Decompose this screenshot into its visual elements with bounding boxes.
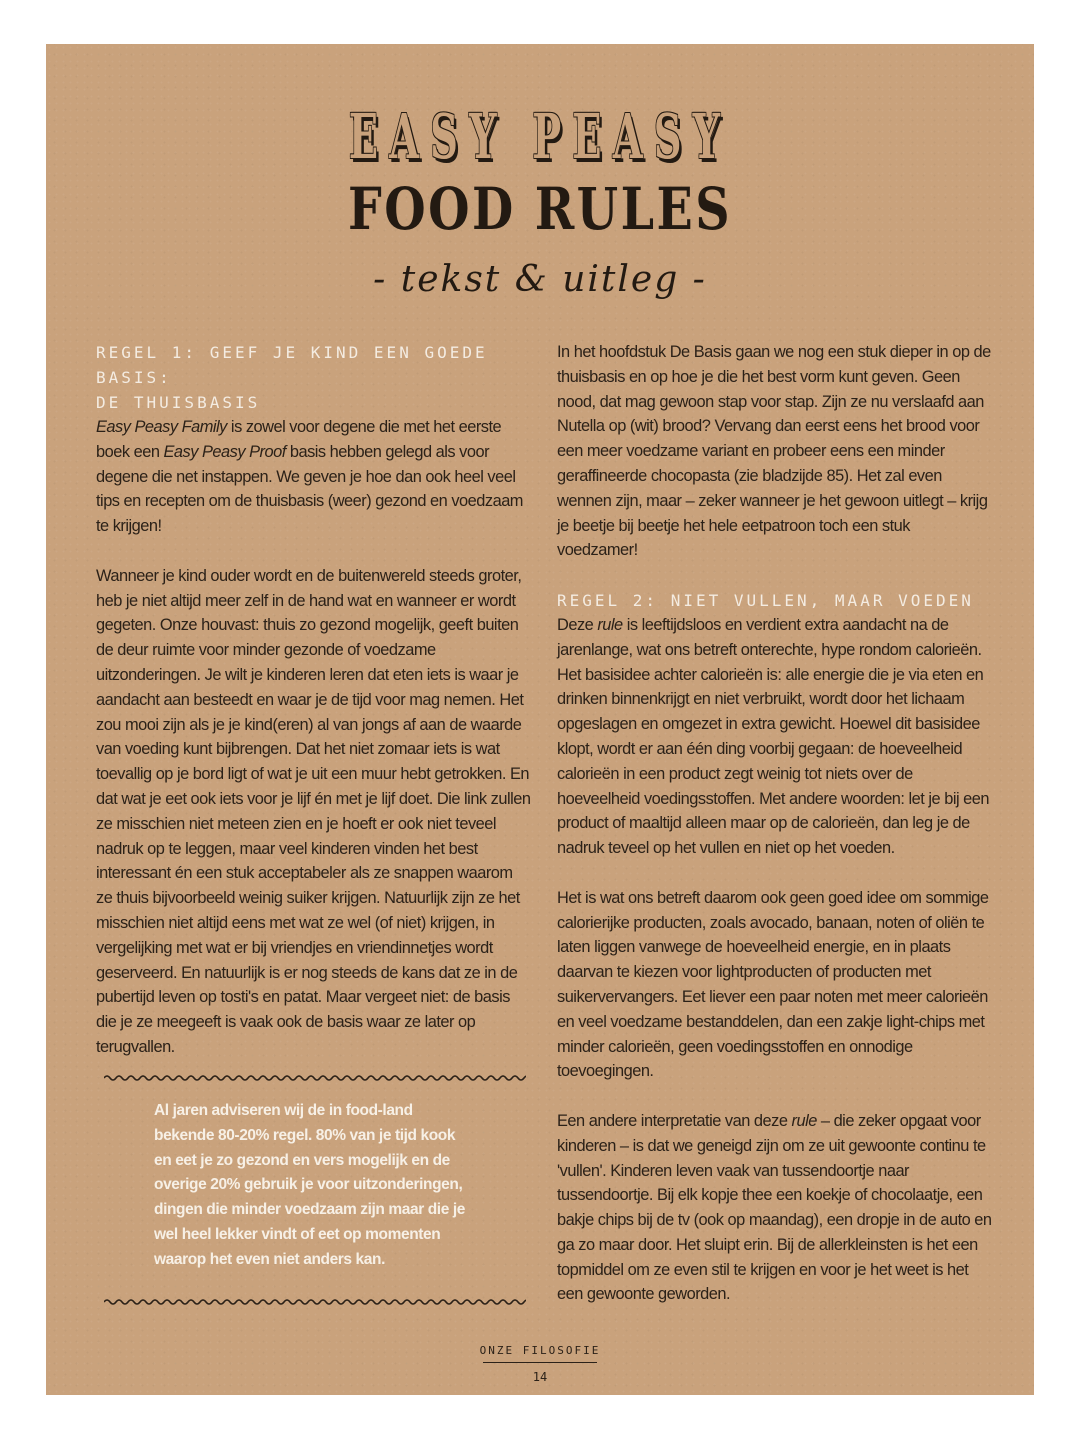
paragraph-growing-up: Wanneer je kind ouder wordt en de buitenwereld steeds groter, heb je niet altijd meer zelf in de hand wat en wanneer er wordt gegeten. Onze houvast: thuis zo gezond mogelijk, geeft buiten de deur ruimte voor minder gezonde of voedzame uitzonderingen. Je wilt je kinderen leren dat eten iets is waar je aandacht aan besteedt en waar je de tijd voor mag nemen. Het zou mooi zijn als je je kind(eren) al van jongs af aan de waarde van voeding kunt bijbrengen. Dat het niet zomaar iets is wat toevallig op je bord ligt of wat je uit een muur hebt getrokken. En dat wat je eet ook iets voor je lijf én met je lijf doet. Die link zullen ze misschien niet meteen zien en je hoeft er ook niet teveel nadruk op te leggen, maar veel kinderen vinden het best interessant én een stuk acceptabeler als ze snappen waarom ze thuis bijvoorbeeld weinig suiker krijgen. Natuurlijk zijn ze het misschien niet altijd eens met wat ze wel (of niet) krijgen, in vergelijking met wat er bij vriendjes en vriendinnetjes wordt geserveerd. En natuurlijk is er nog steeds de kans dat ze in de pubertijd leven op tosti's en patat. Maar vergeet niet: de basis die je ze meegeeft is vaak ook de basis waar ze later op terugvallen. — [96, 566, 531, 1056]
paragraph-calories — [557, 613, 993, 861]
paragraph-filling-text1: Een andere interpretatie van deze — [557, 1111, 792, 1130]
paragraph-filling-habit — [557, 1109, 993, 1307]
rule1-heading-line1: REGEL 1: GEEF JE KIND EEN GOEDE BASIS: — [96, 343, 488, 387]
title-food-rules: FOOD RULES — [347, 175, 733, 243]
paragraph-calories-text1: Deze — [557, 615, 598, 634]
rule2-heading: REGEL 2: NIET VULLEN, MAAR VOEDEN — [557, 590, 974, 610]
left-column — [96, 340, 532, 1085]
right-column — [557, 340, 993, 1332]
wave-divider-bottom — [104, 1296, 526, 1308]
subtitle-handwritten: - tekst & uitleg - — [373, 259, 707, 300]
footer-section-label: ONZE FILOSOFIE — [479, 1344, 601, 1357]
quote-80-20-rule: Al jaren adviseren wij de in food-land bekende 80-20% regel. 80% van je tijd kook en eet je zo gezond en vers mogelijk en de overige 20% gebruik je voor uitzonderingen, dingen die minder voedzaam zijn maar die je wel heel lekker vindt of eet op momenten waarop het even niet anders kan. — [154, 1102, 465, 1268]
paragraph-intro-text1: is zowel voor degene die met het eerste boek een — [96, 418, 502, 461]
title-easy-peasy: EASY PEASY — [348, 100, 732, 173]
page — [46, 44, 1034, 1395]
footer-rule — [483, 1362, 597, 1363]
paragraph-intro-text2: basis hebben gelegd als voor degene die net instappen. We geven je hoe dan ook heel veel tips en recepten om de thuisbasis (weer) gezond en voedzaam te krijgen! — [96, 442, 523, 536]
paragraph-calories-text2: is leeftijdsloos en verdient extra aandacht na de jarenlange, wat ons betreft onterechte, hype rondom calorieën. Het basisidee achter calorieën is: alle energie die je via eten en drinken binnenkrijgt en niet verbruikt, wordt door het lichaam opgeslagen en omgezet in extra gewicht. Hoewel dit basisidee klopt, wordt er aan één ding voorbij gegaan: de hoeveelheid calorieën in een product zegt weinig tot niets over de hoeveelheid voedingsstoffen. Met andere woorden: let je bij een product of maaltijd alleen maar op de calorieën, dan leg je de nadruk teveel op het vullen en niet op het voeden. — [557, 615, 990, 858]
rule1-heading-line2: DE THUISBASIS — [96, 393, 261, 412]
book-title-family: Easy Peasy Family — [96, 418, 227, 436]
wave-divider-top — [104, 1072, 526, 1084]
book-title-proof: Easy Peasy Proof — [163, 442, 286, 461]
rule-word: rule — [597, 615, 623, 634]
rule-word-2: rule — [791, 1111, 817, 1130]
paragraph-intro — [96, 415, 532, 539]
paragraph-light-products: Het is wat ons betreft daarom ook geen goed idee om sommige calorierijke producten, zoals avocado, banaan, noten of oliën te laten liggen vanwege de hoeveelheid energie, en in plaats daarvan te kiezen voor lightproducten of producten met suikervervangers. Eet liever een paar noten met meer calorieën en veel voedzame bestanddelen, dan een zakje light-chips met minder calorieën, geen voedingsstoffen en onnodige toevoegingen. — [557, 888, 989, 1081]
paragraph-basis-chapter: In het hoofdstuk De Basis gaan we nog een stuk dieper in op de thuisbasis en op hoe je die het best vorm kunt geven. Geen nood, dat mag gewoon stap voor stap. Zijn ze nu verslaafd aan Nutella op (wit) brood? Vervang dan eerst eens het brood voor een meer voedzame variant en probeer eens een minder geraffineerde chocopasta (zie bladzijde 85). Het zal even wennen zijn, maar – zeker wanneer je het gewoon uitlegt – krijg je beetje bij beetje het hele eetpatroon toch een stuk voedzamer! — [557, 343, 991, 560]
page-number: 14 — [532, 1370, 548, 1384]
paragraph-filling-text2: – die zeker opgaat voor kinderen – is dat we geneigd zijn om ze uit gewoonte continu te 'vullen'. Kinderen leven vaak van tussendoortje naar tussendoortje. Bij elk kopje thee een koekje of chocolaatje, een bakje chips bij de tv (ook op maandag), een dropje in de auto en ga zo maar door. Het sluipt erin. Bij de allerkleinsten is het een topmiddel om ze even stil te krijgen en voor je het weet is het een gewoonte geworden. — [557, 1111, 992, 1304]
